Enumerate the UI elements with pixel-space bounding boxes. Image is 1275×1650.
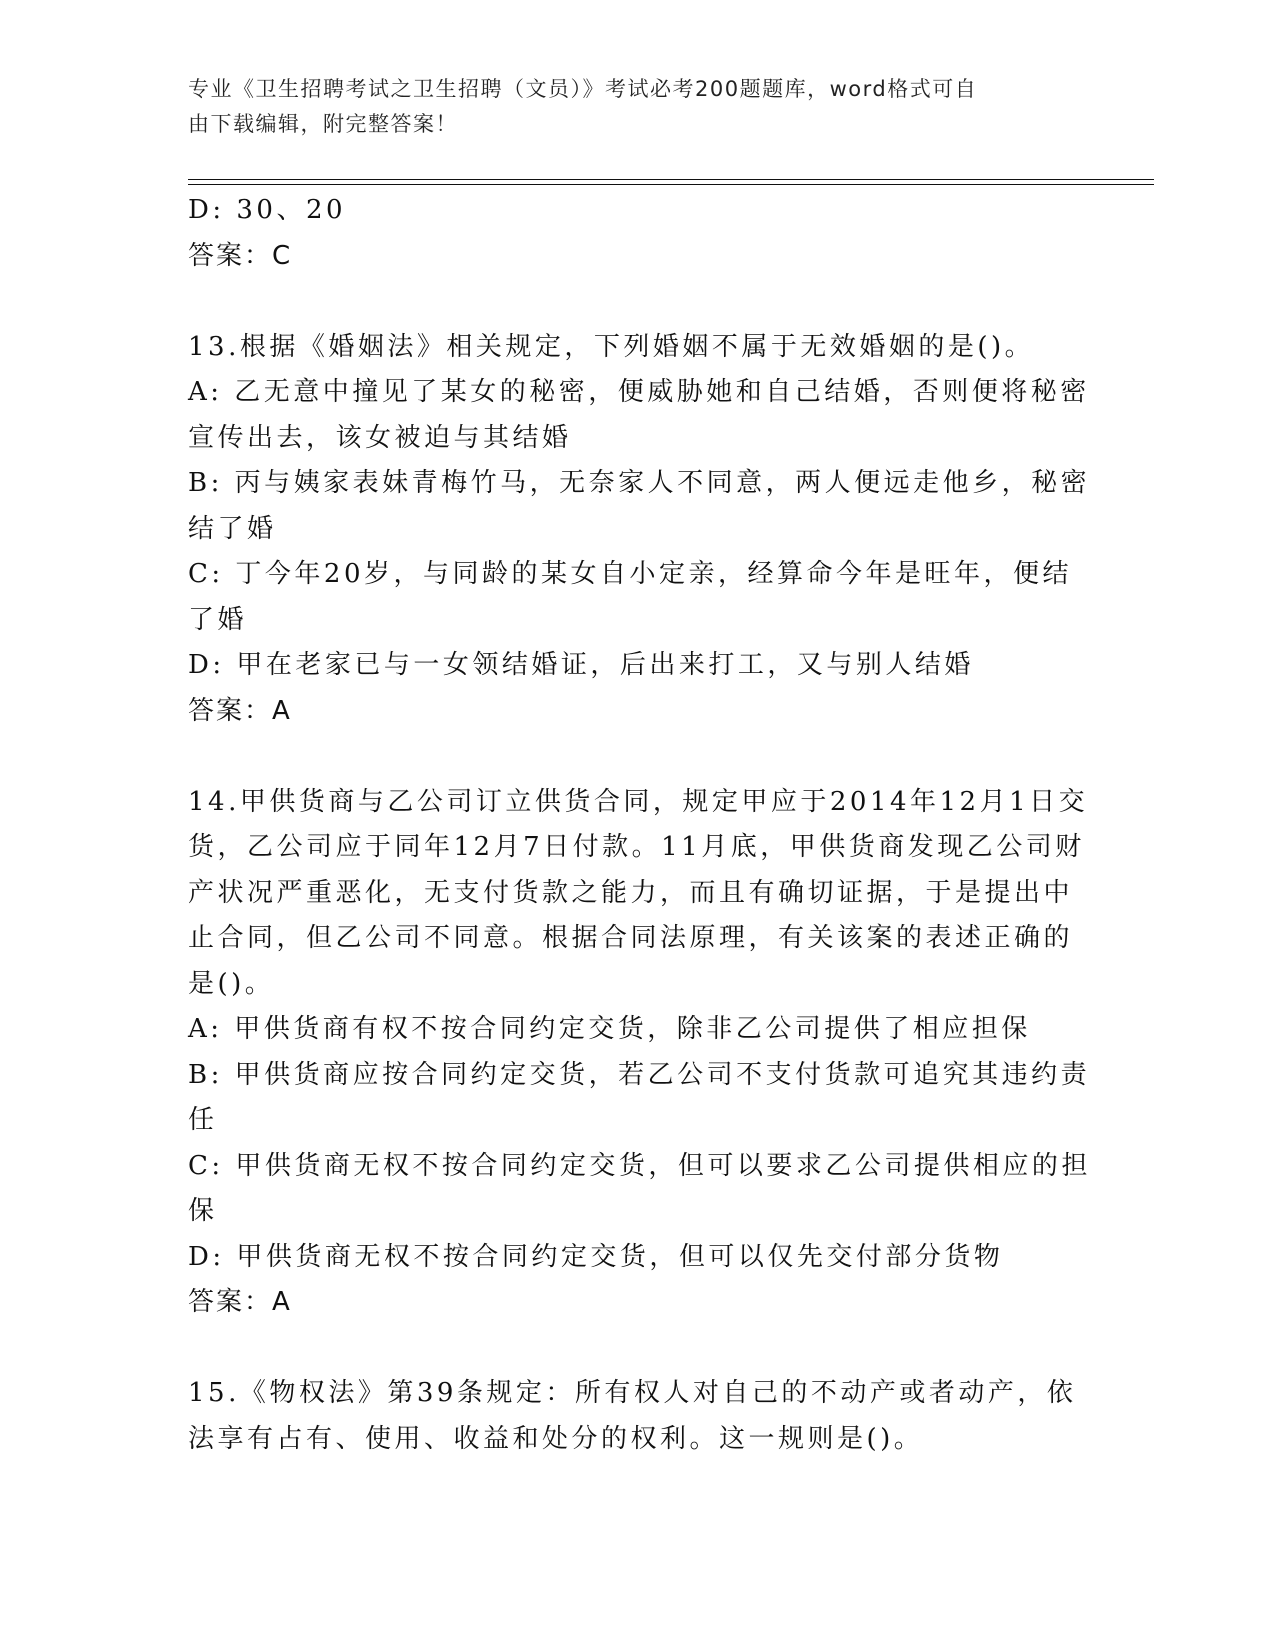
- option-c-line-2: 保: [188, 1196, 218, 1226]
- question-stem-line-2: 法享有占有、使用、收益和处分的权利。这一规则是()。: [188, 1423, 924, 1454]
- option-a: A: 甲供货商有权不按合同约定交货，除非乙公司提供了相应担保: [188, 1014, 1031, 1044]
- option-c-line-1: C: 甲供货商无权不按合同约定交货，但可以要求乙公司提供相应的担: [188, 1150, 1091, 1181]
- header-divider-top: [188, 179, 1154, 180]
- option-d: D: 甲在老家已与一女领结婚证，后出来打工，又与别人结婚: [188, 650, 974, 680]
- question-stem-line-3: 产状况严重恶化，无支付货款之能力，而且有确切证据，于是提出中: [188, 877, 1074, 908]
- option-a-line-2: 宣传出去，该女被迫与其结婚: [188, 422, 572, 453]
- option-b-line-1: B: 丙与姨家表妹青梅竹马，无奈家人不同意，两人便远走他乡，秘密: [188, 468, 1091, 498]
- document-header: [188, 72, 1068, 142]
- spacer: [188, 1326, 1088, 1372]
- answer: 答案：C: [188, 240, 293, 271]
- answer: 答案：A: [188, 695, 292, 726]
- spacer: [188, 279, 1088, 325]
- answer: 答案：A: [188, 1287, 292, 1317]
- option-d: D: 甲供货商无权不按合同约定交货，但可以仅先交付部分货物: [188, 1241, 1004, 1272]
- question-stem: 13.根据《婚姻法》相关规定，下列婚姻不属于无效婚姻的是()。: [188, 331, 1035, 362]
- question-stem-line-1: 14.甲供货商与乙公司订立供货合同，规定甲应于2014年12月1日交: [188, 786, 1089, 817]
- header-line-1: 专业《卫生招聘考试之卫生招聘（文员）》考试必考200题题库，word格式可自: [188, 77, 978, 101]
- question-stem-line-1: 15.《物权法》第39条规定：所有权人对自己的不动产或者动产，依: [188, 1378, 1077, 1408]
- question-stem-line-5: 是()。: [188, 968, 275, 999]
- option-b-line-2: 任: [188, 1105, 218, 1135]
- question-13: [188, 325, 1091, 735]
- spacer: [188, 734, 1088, 780]
- question-stem-line-4: 止合同，但乙公司不同意。根据合同法原理，有关该案的表述正确的: [188, 923, 1074, 953]
- document-body: [188, 188, 1091, 1462]
- option-c-line-2: 了婚: [188, 604, 248, 635]
- option-a-line-1: A: 乙无意中撞见了某女的秘密，便威胁她和自己结婚，否则便将秘密: [188, 377, 1090, 407]
- header-line-2: 由下载编辑，附完整答案！: [188, 112, 458, 136]
- question-stem-line-2: 货，乙公司应于同年12月7日付款。11月底，甲供货商发现乙公司财: [188, 832, 1085, 862]
- option-d: D: 30、20: [188, 195, 347, 225]
- option-b-line-1: B: 甲供货商应按合同约定交货，若乙公司不支付货款可追究其违约责: [188, 1059, 1091, 1090]
- question-15: [188, 1371, 1088, 1462]
- option-c-line-1: C: 丁今年20岁，与同龄的某女自小定亲，经算命今年是旺年，便结: [188, 559, 1073, 589]
- question-14: [188, 780, 1091, 1326]
- question-12-tail: [188, 188, 1088, 279]
- header-divider-bottom: [188, 184, 1154, 185]
- option-b-line-2: 结了婚: [188, 513, 277, 544]
